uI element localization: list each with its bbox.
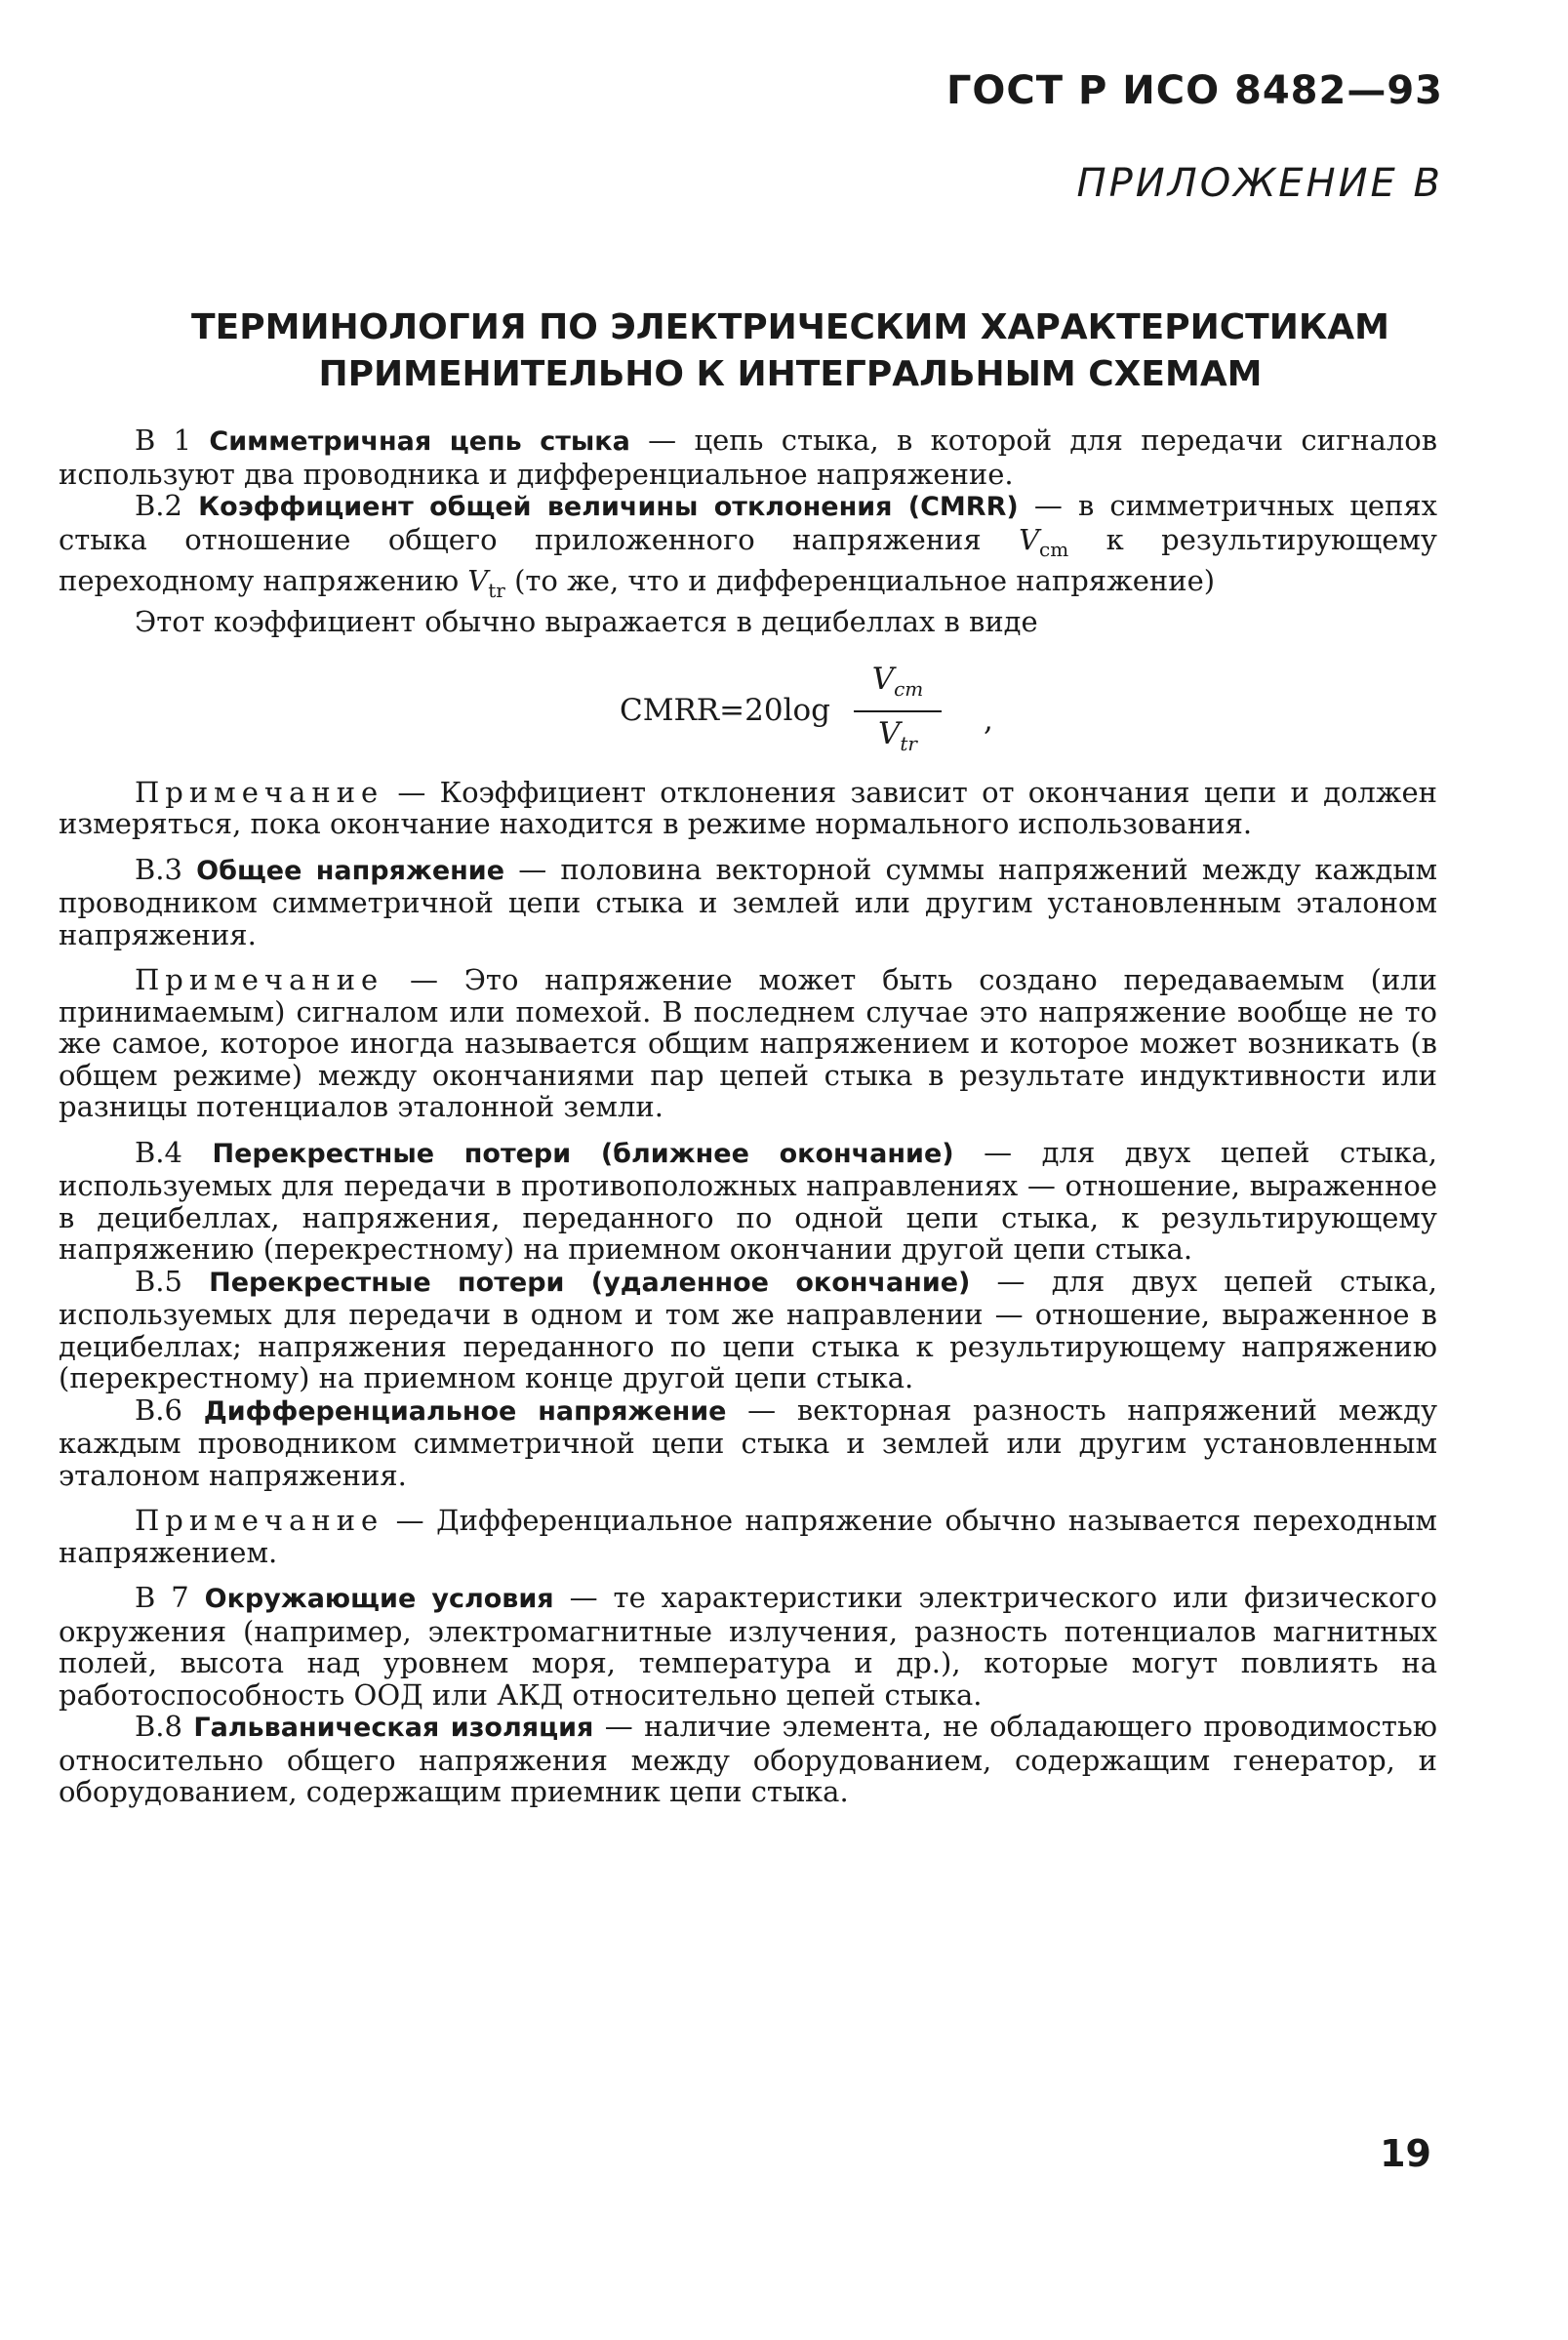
formula-comma: ,: [984, 702, 993, 738]
section-title: [146, 304, 1434, 398]
appendix-label: ПРИЛОЖЕНИЕ В: [1076, 161, 1443, 206]
note-3: [59, 1505, 1437, 1568]
definition-b7: [59, 1582, 1437, 1711]
symbol-v: V: [1019, 522, 1040, 556]
clause-number: В.4: [135, 1135, 182, 1169]
note-text: — Коэффициент отклонения зависит от окончания цепи и должен измеряться, пока окончание находится в режиме нормального использования.: [59, 775, 1437, 841]
term: Гальваническая изоляция: [193, 1713, 594, 1744]
title-line-2: ПРИМЕНИТЕЛЬНО К ИНТЕГРАЛЬНЫМ СХЕМАМ: [318, 354, 1263, 394]
definition-text: к результирующему переходному напряжению: [59, 522, 1437, 597]
numerator-subscript: cm: [894, 676, 924, 701]
definition-text: (то же, что и дифференциальное напряжение): [504, 563, 1216, 597]
definition-text: — для двух цепей стыка, используемых для передачи в противоположных направлениях — отношение, выраженное в децибеллах, напряжения, переданного по одной цепи стыка, к результирующему напряжению (перекрестному) на приемном окончании другой цепи стыка.: [59, 1135, 1437, 1267]
standard-designation: ГОСТ Р ИСО 8482—93: [945, 68, 1443, 113]
definition-b1: [59, 424, 1437, 490]
definition-text: — половина векторной суммы напряжений между каждым проводником симметричной цепи стыка и землей или другим установленным эталоном напряжения.: [59, 852, 1437, 951]
clause-number: В.5: [135, 1264, 182, 1298]
page-number: 19: [1380, 2132, 1431, 2175]
term: Перекрестные потери (ближнее окончание): [212, 1138, 954, 1169]
formula-denominator: [854, 714, 942, 763]
definition-text: — те характеристики электрического или физического окружения (например, электромагнитные излучения, разность потенциалов магнитных полей, высота над уровнем моря, температура и др.), которые могут повлиять на работоспособность ООД или АКД относительно цепей стыка.: [59, 1581, 1438, 1712]
clause-number: В.6: [135, 1392, 182, 1427]
definition-b4: [59, 1137, 1437, 1266]
definition-text: — векторная разность напряжений между каждым проводником симметричной цепи стыка и землей или другим установленным эталоном напряжения.: [59, 1392, 1438, 1492]
term: Перекрестные потери (удаленное окончание): [209, 1267, 971, 1298]
paragraph-expression: Этот коэффициент обычно выражается в децибеллах в виде: [135, 605, 1038, 639]
term: Коэффициент общей величины отклонения (CMRR): [198, 492, 1019, 522]
numerator-symbol: V: [871, 661, 895, 697]
definition-b2: [59, 490, 1437, 606]
fraction-bar: [854, 710, 942, 712]
definition-b8: [59, 1711, 1437, 1808]
term: Дифференциальное напряжение: [203, 1395, 727, 1427]
cmrr-formula: [59, 658, 1437, 767]
definition-b3: [59, 854, 1437, 951]
symbol-subscript: cm: [1039, 537, 1069, 561]
note-label: Примечание: [135, 963, 384, 997]
definition-text: — цепь стыка, в которой для передачи сигналов используют два проводника и дифференциальное напряжение.: [59, 424, 1438, 491]
formula-numerator: [854, 660, 942, 708]
formula-fraction: [854, 660, 942, 763]
clause-number: В 7: [135, 1581, 189, 1615]
note-label: Примечание: [135, 1504, 384, 1538]
clause-number: В.3: [135, 852, 182, 886]
definition-b5: [59, 1266, 1437, 1394]
denominator-subscript: tr: [900, 731, 917, 755]
note-2: [59, 964, 1437, 1123]
term: Окружающие условия: [204, 1584, 554, 1615]
clause-number: В.8: [135, 1710, 182, 1744]
term: Общее напряжение: [196, 855, 505, 886]
definition-text: — в симметричных цепях стыка отношение общего приложенного напряжения: [59, 489, 1437, 556]
document-body: [59, 424, 1437, 1808]
denominator-symbol: V: [878, 715, 901, 751]
clause-number: В 1: [135, 424, 192, 457]
title-line-1: ТЕРМИНОЛОГИЯ ПО ЭЛЕКТРИЧЕСКИМ ХАРАКТЕРИСТИКАМ: [191, 307, 1389, 347]
note-text: — Дифференциальное напряжение обычно называется переходным напряжением.: [59, 1504, 1437, 1569]
clause-number: В.2: [135, 489, 182, 522]
symbol-subscript: tr: [488, 578, 505, 602]
definition-text: — наличие элемента, не обладающего проводимостью относительно общего напряжения между оборудованием, содержащим генератор, и оборудованием, содержащим приемник цепи стыка.: [59, 1710, 1437, 1809]
symbol-v: V: [467, 563, 489, 597]
formula-lhs: CMRR=20log: [620, 692, 830, 728]
definition-b6: [59, 1394, 1437, 1492]
definition-text: — для двух цепей стыка, используемых для передачи в одном и том же направлении — отношение, выраженное в децибеллах; напряжения переданного по цепи стыка к результирующему напряжению (перекрестному) на приемном конце другой цепи стыка.: [59, 1264, 1437, 1395]
note-text: — Это напряжение может быть создано передаваемым (или принимаемым) сигналом или помехой. В последнем случае это напряжение вообще не то же самое, которое иногда называется общим напряжением и которое может возникать (в общем режиме) между окончаниями пар цепей стыка в результате индуктивности или разницы потенциалов эталонной земли.: [59, 963, 1437, 1124]
note-label: Примечание: [135, 775, 384, 809]
note-1: [59, 777, 1437, 840]
term: Симметричная цепь стыка: [209, 426, 630, 457]
